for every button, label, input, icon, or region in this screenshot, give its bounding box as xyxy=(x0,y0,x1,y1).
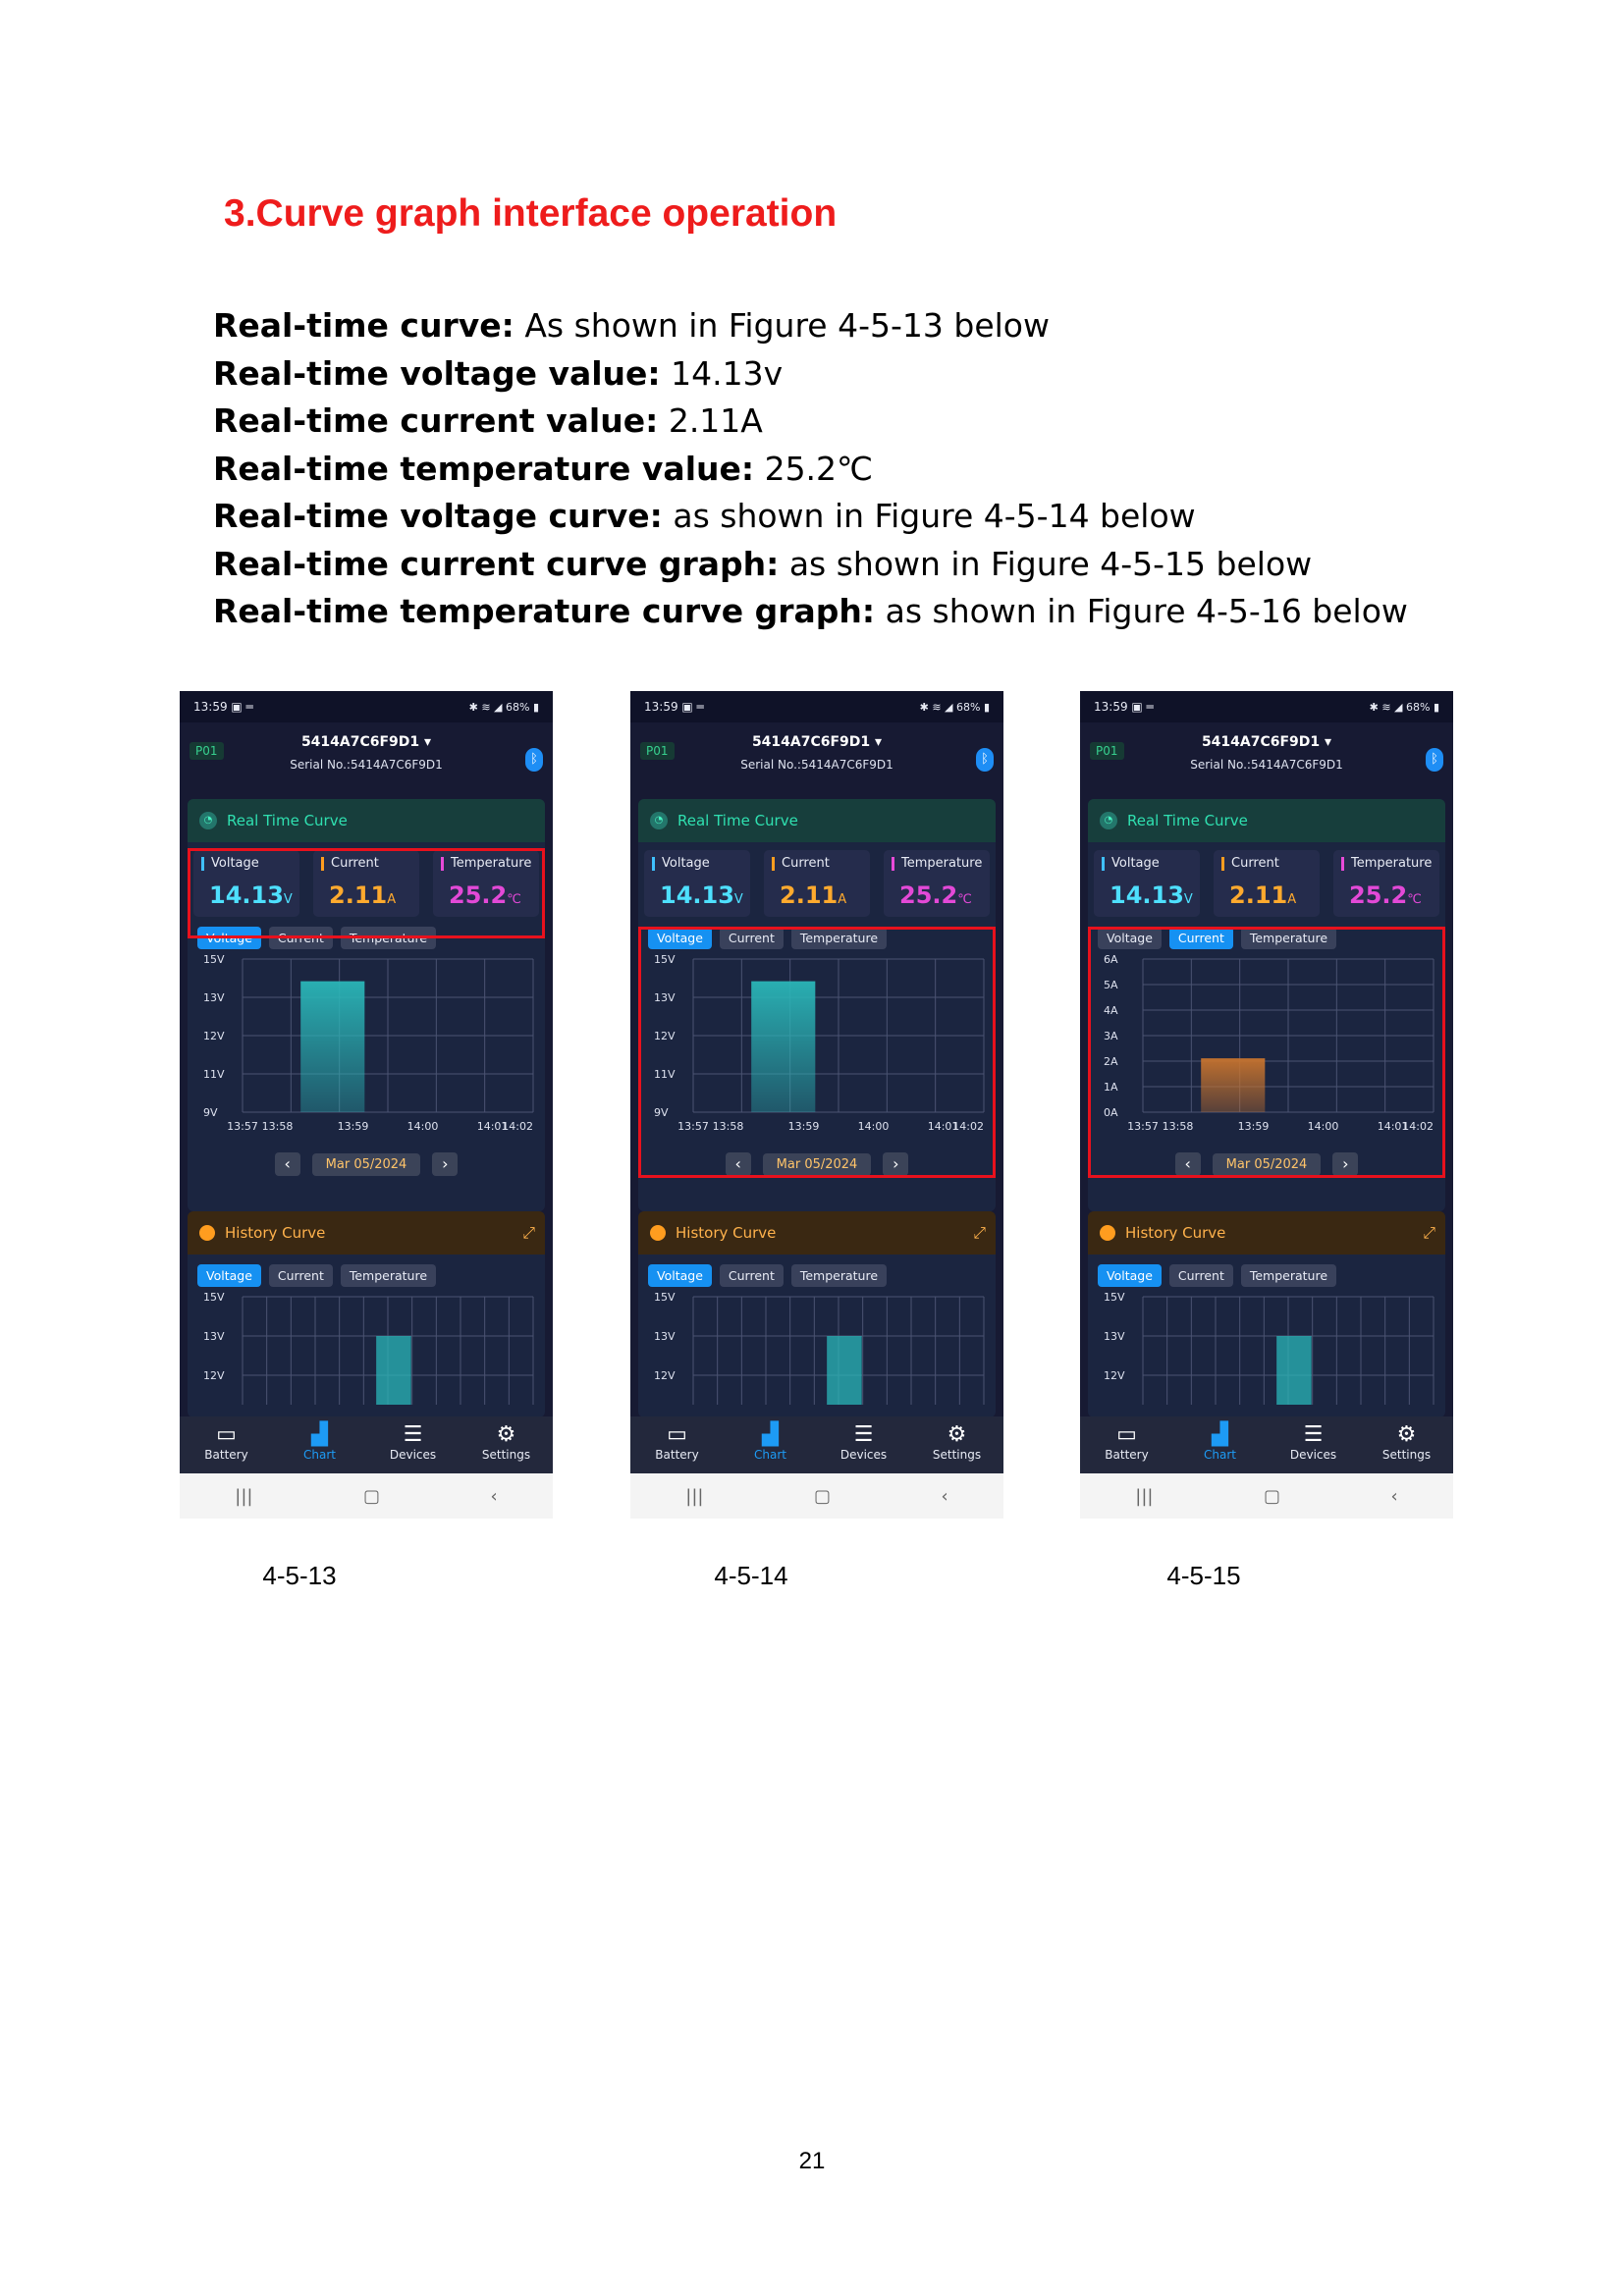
y-tick-label: 15V xyxy=(203,1291,225,1304)
tab-voltage[interactable]: Voltage xyxy=(648,927,712,949)
chevron-right-icon[interactable]: › xyxy=(432,1152,458,1176)
nav-battery[interactable] xyxy=(643,1422,712,1462)
metric-label: Current xyxy=(321,857,379,871)
history-tab-current[interactable]: Current xyxy=(1169,1264,1233,1287)
nav-label: Battery xyxy=(1105,1448,1149,1462)
device-badge[interactable]: P01 xyxy=(1090,742,1124,760)
spec-line: Real-time voltage value: 14.13v xyxy=(213,353,784,393)
spec-line: Real-time voltage curve: as shown in Figure 4-5-14 below xyxy=(213,497,1196,535)
x-tick-label: 13:58 xyxy=(1162,1120,1194,1133)
spec-line: Real-time current curve graph: as shown in Figure 4-5-15 below xyxy=(213,544,1313,583)
chart-bar xyxy=(300,982,364,1112)
tab-current[interactable]: Current xyxy=(720,927,784,949)
serial-number: Serial No.:5414A7C6F9D1 xyxy=(1190,758,1343,772)
history-tabs xyxy=(188,1255,545,1287)
history-tab-temperature[interactable]: Temperature xyxy=(791,1264,887,1287)
chart-icon: ▟ xyxy=(1212,1422,1228,1447)
metric-current xyxy=(764,850,870,917)
nav-label: Settings xyxy=(932,1448,982,1462)
nav-devices[interactable] xyxy=(1279,1422,1348,1462)
metric-label: Voltage xyxy=(652,857,710,871)
metric-label: Current xyxy=(1221,857,1279,871)
device-badge[interactable]: P01 xyxy=(640,742,675,760)
metric-temperature xyxy=(1333,850,1439,917)
nav-battery[interactable] xyxy=(1093,1422,1162,1462)
metric-label: Temperature xyxy=(1341,857,1432,871)
metric-value: 25.2℃ xyxy=(1349,881,1422,909)
status-time: 13:59 ▣ ═ xyxy=(644,700,704,714)
chevron-left-icon[interactable]: ‹ xyxy=(275,1152,300,1176)
expand-icon[interactable]: ⤢ xyxy=(973,1223,986,1242)
phone-screenshot xyxy=(180,691,553,1519)
x-tick-label: 13:58 xyxy=(261,1120,294,1133)
phone-screenshot xyxy=(630,691,1003,1519)
status-battery: ✱ ≋ ◢ 68% ▮ xyxy=(1369,700,1439,714)
realtime-chart xyxy=(638,949,996,1144)
device-header xyxy=(180,722,553,787)
bluetooth-icon[interactable]: ᛒ xyxy=(525,748,543,772)
gauge-icon: ◔ xyxy=(650,812,668,829)
realtime-chart-area xyxy=(638,949,996,1144)
date-display[interactable]: Mar 05/2024 xyxy=(763,1153,872,1176)
serial-number: Serial No.:5414A7C6F9D1 xyxy=(290,758,443,772)
status-battery: ✱ ≋ ◢ 68% ▮ xyxy=(919,700,990,714)
gauge-icon: ◔ xyxy=(1100,812,1117,829)
metric-temperature xyxy=(433,850,539,917)
device-name-dropdown[interactable]: 5414A7C6F9D1 ▾ xyxy=(1201,734,1332,750)
home-icon[interactable]: ▢ xyxy=(362,1485,380,1507)
x-tick-label: 14:01 xyxy=(927,1120,959,1133)
clock-icon xyxy=(199,1225,215,1241)
x-tick-label: 14:02 xyxy=(1402,1120,1434,1133)
metric-row xyxy=(1088,842,1445,917)
y-tick-label: 12V xyxy=(654,1369,676,1382)
figure-caption: 4-5-15 xyxy=(1166,1561,1241,1590)
back-icon[interactable]: ‹ xyxy=(941,1485,948,1507)
device-header xyxy=(630,722,1003,787)
history-chart xyxy=(1088,1287,1445,1405)
chevron-right-icon[interactable]: › xyxy=(883,1152,908,1176)
spec-line: Real-time curve: As shown in Figure 4-5-13 below xyxy=(213,306,1050,345)
date-navigator xyxy=(638,1144,996,1185)
status-bar xyxy=(180,691,553,722)
figure-caption: 4-5-14 xyxy=(714,1561,788,1590)
clock-icon xyxy=(1100,1225,1115,1241)
nav-label: Settings xyxy=(1381,1448,1432,1462)
system-nav-bar xyxy=(630,1473,1003,1519)
back-icon[interactable]: ‹ xyxy=(1390,1485,1398,1507)
chevron-left-icon[interactable]: ‹ xyxy=(726,1152,751,1176)
realtime-curve-title: Real Time Curve xyxy=(1127,812,1248,829)
spec-line: Real-time current value: 2.11A xyxy=(213,401,763,440)
y-tick-label: 15V xyxy=(654,1291,676,1304)
tab-temperature[interactable]: Temperature xyxy=(341,927,436,949)
metric-value: 25.2℃ xyxy=(899,881,972,909)
nav-devices[interactable] xyxy=(830,1422,898,1462)
spec-line: Real-time temperature value: 25.2℃ xyxy=(213,449,874,488)
x-tick-label: 14:01 xyxy=(476,1120,509,1133)
history-curve-title: History Curve xyxy=(225,1224,326,1242)
realtime-curve-card xyxy=(638,799,996,1211)
history-curve-header xyxy=(1088,1211,1445,1255)
date-display[interactable]: Mar 05/2024 xyxy=(312,1153,421,1176)
status-time: 13:59 ▣ ═ xyxy=(1094,700,1154,714)
realtime-curve-header xyxy=(188,799,545,842)
date-display[interactable]: Mar 05/2024 xyxy=(1213,1153,1322,1176)
tab-current[interactable]: Current xyxy=(269,927,333,949)
tab-temperature[interactable]: Temperature xyxy=(1241,927,1336,949)
y-tick-label: 13V xyxy=(1104,1330,1125,1343)
chart-bar xyxy=(1201,1058,1265,1112)
nav-chart[interactable] xyxy=(286,1422,354,1462)
metric-unit: A xyxy=(387,892,397,907)
y-tick-label: 9V xyxy=(654,1106,669,1119)
realtime-chart xyxy=(188,949,545,1144)
nav-label: Settings xyxy=(481,1448,531,1462)
metric-value: 2.11A xyxy=(329,881,397,909)
y-tick-label: 11V xyxy=(654,1068,676,1081)
history-curve-header xyxy=(188,1211,545,1255)
history-chart xyxy=(188,1287,545,1405)
page-number: 21 xyxy=(798,2148,826,2174)
gauge-icon: ◔ xyxy=(199,812,217,829)
bottom-nav xyxy=(1080,1416,1453,1479)
device-header xyxy=(1080,722,1453,787)
chevron-right-icon[interactable]: › xyxy=(1332,1152,1358,1176)
devices-icon: ☰ xyxy=(1303,1422,1324,1447)
expand-icon[interactable]: ⤢ xyxy=(1423,1223,1435,1242)
history-tab-current[interactable]: Current xyxy=(720,1264,784,1287)
metric-unit: ℃ xyxy=(507,892,521,907)
section-heading: 3.Curve graph interface operation xyxy=(224,192,838,235)
realtime-tabs xyxy=(638,917,996,949)
y-tick-label: 12V xyxy=(1104,1369,1125,1382)
metric-unit: A xyxy=(838,892,847,907)
devices-icon: ☰ xyxy=(403,1422,423,1447)
nav-chart[interactable] xyxy=(736,1422,805,1462)
x-tick-label: 14:00 xyxy=(406,1120,439,1133)
nav-battery[interactable] xyxy=(192,1422,261,1462)
y-tick-label: 3A xyxy=(1104,1030,1118,1042)
metric-unit: ℃ xyxy=(957,892,972,907)
history-tabs xyxy=(1088,1255,1445,1287)
home-icon[interactable]: ▢ xyxy=(813,1485,831,1507)
bluetooth-icon[interactable]: ᛒ xyxy=(1426,748,1443,772)
metric-unit: ℃ xyxy=(1407,892,1422,907)
status-bar xyxy=(630,691,1003,722)
metric-label: Voltage xyxy=(1102,857,1160,871)
y-tick-label: 13V xyxy=(654,991,676,1004)
x-tick-label: 13:57 xyxy=(1127,1120,1159,1133)
y-tick-label: 12V xyxy=(203,1369,225,1382)
x-tick-label: 13:57 xyxy=(227,1120,258,1133)
date-navigator xyxy=(1088,1144,1445,1185)
metric-row xyxy=(188,842,545,917)
x-tick-label: 13:59 xyxy=(337,1120,369,1133)
tab-voltage[interactable]: Voltage xyxy=(197,927,261,949)
nav-label: Devices xyxy=(839,1448,888,1462)
metric-voltage xyxy=(1094,850,1200,917)
nav-settings[interactable] xyxy=(472,1422,541,1462)
x-tick-label: 13:58 xyxy=(712,1120,744,1133)
y-tick-label: 12V xyxy=(203,1030,225,1042)
realtime-curve-card xyxy=(1088,799,1445,1211)
metric-value: 2.11A xyxy=(1229,881,1297,909)
chart-bar xyxy=(751,982,815,1112)
metric-label: Current xyxy=(772,857,830,871)
device-badge[interactable]: P01 xyxy=(189,742,224,760)
history-tab-voltage[interactable]: Voltage xyxy=(1098,1264,1162,1287)
y-tick-label: 5A xyxy=(1104,979,1118,991)
history-tab-temperature[interactable]: Temperature xyxy=(1241,1264,1336,1287)
y-tick-label: 15V xyxy=(1104,1291,1125,1304)
date-navigator xyxy=(188,1144,545,1185)
metric-unit: V xyxy=(733,892,743,907)
history-curve-title: History Curve xyxy=(676,1224,777,1242)
spec-list xyxy=(213,302,1408,636)
history-curve-card xyxy=(638,1211,996,1417)
nav-label: Devices xyxy=(389,1448,437,1462)
realtime-curve-header xyxy=(1088,799,1445,842)
battery-icon: ▭ xyxy=(1116,1422,1137,1447)
nav-label: Devices xyxy=(1289,1448,1337,1462)
x-tick-label: 14:00 xyxy=(857,1120,890,1133)
y-tick-label: 15V xyxy=(654,953,676,966)
history-curve-card xyxy=(1088,1211,1445,1417)
history-bar xyxy=(1276,1336,1312,1405)
system-nav-bar xyxy=(180,1473,553,1519)
nav-label: Battery xyxy=(655,1448,699,1462)
metric-label: Voltage xyxy=(201,857,259,871)
realtime-curve-header xyxy=(638,799,996,842)
gear-icon: ⚙ xyxy=(947,1422,967,1447)
status-time: 13:59 ▣ ═ xyxy=(193,700,253,714)
serial-number: Serial No.:5414A7C6F9D1 xyxy=(740,758,893,772)
chevron-left-icon[interactable]: ‹ xyxy=(1175,1152,1201,1176)
nav-label: Chart xyxy=(1204,1448,1236,1462)
recents-icon[interactable]: ||| xyxy=(1135,1485,1154,1507)
metric-current xyxy=(1214,850,1320,917)
recents-icon[interactable]: ||| xyxy=(235,1485,253,1507)
metric-temperature xyxy=(884,850,990,917)
realtime-curve-card xyxy=(188,799,545,1211)
y-tick-label: 13V xyxy=(203,1330,225,1343)
metric-unit: V xyxy=(283,892,293,907)
chart-icon: ▟ xyxy=(762,1422,779,1447)
status-bar xyxy=(1080,691,1453,722)
y-tick-label: 13V xyxy=(654,1330,676,1343)
spec-line: Real-time temperature curve graph: as shown in Figure 4-5-16 below xyxy=(213,592,1408,630)
nav-chart[interactable] xyxy=(1186,1422,1255,1462)
history-tab-temperature[interactable]: Temperature xyxy=(341,1264,436,1287)
bottom-nav xyxy=(180,1416,553,1479)
tab-temperature[interactable]: Temperature xyxy=(791,927,887,949)
bottom-nav xyxy=(630,1416,1003,1479)
realtime-tabs xyxy=(188,917,545,949)
tab-current[interactable]: Current xyxy=(1169,927,1233,949)
realtime-curve-title: Real Time Curve xyxy=(677,812,798,829)
x-tick-label: 14:00 xyxy=(1307,1120,1339,1133)
back-icon[interactable]: ‹ xyxy=(490,1485,498,1507)
device-name-dropdown[interactable]: 5414A7C6F9D1 ▾ xyxy=(751,734,883,750)
realtime-chart-area xyxy=(188,949,545,1144)
x-tick-label: 13:57 xyxy=(677,1120,709,1133)
nav-settings[interactable] xyxy=(923,1422,992,1462)
y-tick-label: 2A xyxy=(1104,1055,1118,1068)
metric-voltage xyxy=(193,850,299,917)
device-name-dropdown[interactable]: 5414A7C6F9D1 ▾ xyxy=(300,734,432,750)
nav-settings[interactable] xyxy=(1373,1422,1441,1462)
metric-unit: A xyxy=(1287,892,1297,907)
devices-icon: ☰ xyxy=(853,1422,874,1447)
metric-value: 25.2℃ xyxy=(449,881,521,909)
gear-icon: ⚙ xyxy=(496,1422,516,1447)
realtime-tabs xyxy=(1088,917,1445,949)
metric-row xyxy=(638,842,996,917)
metric-label: Temperature xyxy=(892,857,982,871)
metric-value: 14.13V xyxy=(1110,881,1193,909)
y-tick-label: 11V xyxy=(203,1068,225,1081)
x-tick-label: 13:59 xyxy=(1237,1120,1270,1133)
status-battery: ✱ ≋ ◢ 68% ▮ xyxy=(468,700,539,714)
metric-value: 14.13V xyxy=(209,881,293,909)
metric-value: 14.13V xyxy=(660,881,743,909)
realtime-curve-title: Real Time Curve xyxy=(227,812,348,829)
battery-icon: ▭ xyxy=(216,1422,237,1447)
history-curve-header xyxy=(638,1211,996,1255)
history-curve-card xyxy=(188,1211,545,1417)
home-icon[interactable]: ▢ xyxy=(1263,1485,1280,1507)
y-tick-label: 4A xyxy=(1104,1004,1118,1017)
metric-voltage xyxy=(644,850,750,917)
clock-icon xyxy=(650,1225,666,1241)
gear-icon: ⚙ xyxy=(1396,1422,1417,1447)
metric-current xyxy=(313,850,419,917)
metric-label: Temperature xyxy=(441,857,531,871)
nav-label: Chart xyxy=(754,1448,786,1462)
system-nav-bar xyxy=(1080,1473,1453,1519)
realtime-chart xyxy=(1088,949,1445,1144)
y-tick-label: 0A xyxy=(1104,1106,1118,1119)
history-tab-voltage[interactable]: Voltage xyxy=(197,1264,261,1287)
metric-value: 2.11A xyxy=(780,881,847,909)
x-tick-label: 14:02 xyxy=(502,1120,533,1133)
y-tick-label: 12V xyxy=(654,1030,676,1042)
history-tab-voltage[interactable]: Voltage xyxy=(648,1264,712,1287)
expand-icon[interactable]: ⤢ xyxy=(522,1223,535,1242)
nav-label: Battery xyxy=(204,1448,248,1462)
history-bar xyxy=(376,1336,411,1405)
metric-unit: V xyxy=(1183,892,1193,907)
history-bar xyxy=(827,1336,862,1405)
tab-voltage[interactable]: Voltage xyxy=(1098,927,1162,949)
y-tick-label: 6A xyxy=(1104,953,1118,966)
nav-label: Chart xyxy=(303,1448,336,1462)
realtime-chart-area xyxy=(1088,949,1445,1144)
y-tick-label: 1A xyxy=(1104,1081,1118,1094)
history-tabs xyxy=(638,1255,996,1287)
history-chart xyxy=(638,1287,996,1405)
x-tick-label: 14:01 xyxy=(1377,1120,1409,1133)
nav-devices[interactable] xyxy=(379,1422,448,1462)
history-tab-current[interactable]: Current xyxy=(269,1264,333,1287)
recents-icon[interactable]: ||| xyxy=(685,1485,704,1507)
history-curve-title: History Curve xyxy=(1125,1224,1226,1242)
y-tick-label: 13V xyxy=(203,991,225,1004)
phone-screenshot xyxy=(1080,691,1453,1519)
chart-icon: ▟ xyxy=(311,1422,328,1447)
x-tick-label: 13:59 xyxy=(787,1120,820,1133)
figure-caption: 4-5-13 xyxy=(262,1561,337,1590)
battery-icon: ▭ xyxy=(667,1422,687,1447)
y-tick-label: 15V xyxy=(203,953,225,966)
x-tick-label: 14:02 xyxy=(952,1120,984,1133)
y-tick-label: 9V xyxy=(203,1106,218,1119)
bluetooth-icon[interactable]: ᛒ xyxy=(976,748,994,772)
